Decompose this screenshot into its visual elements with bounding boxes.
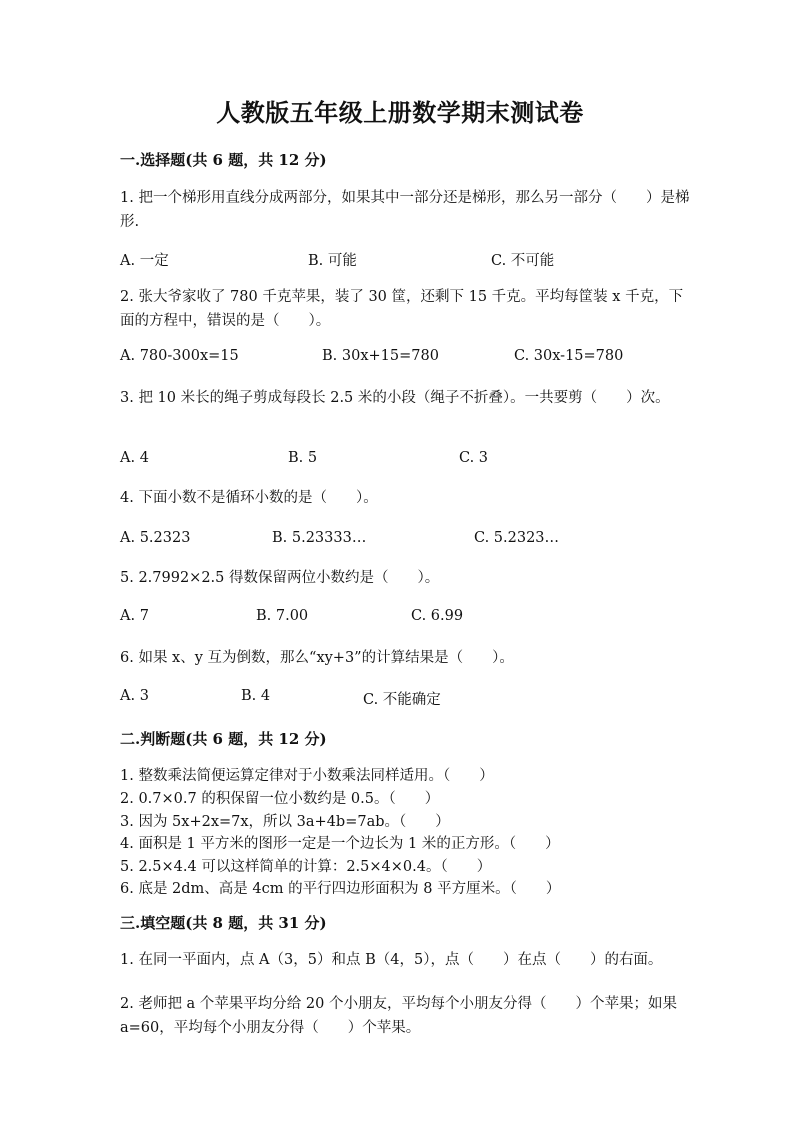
section-heading-judgement: 二.判断题(共 6 题，共 12 分) (120, 730, 327, 748)
choice-question-4: 4. 下面小数不是循环小数的是（ ）。 (120, 490, 378, 506)
option-a: A. 7 (120, 608, 149, 624)
choice-question-6: 6. 如果 x、y 互为倒数，那么“xy+3”的计算结果是（ ）。 (120, 650, 514, 666)
option-a: A. 5.2323 (120, 530, 191, 546)
judgement-item-6: 6. 底是 2dm、高是 4cm 的平行四边形面积为 8 平方厘米。（ ） (120, 881, 561, 897)
option-c: C. 5.2323… (474, 530, 560, 546)
judgement-item-2: 2. 0.7×0.7 的积保留一位小数约是 0.5。（ ） (120, 791, 440, 807)
choice-question-2: 2. 张大爷家收了 780 千克苹果，装了 30 筐，还剩下 15 千克。平均每筐装 x 千克，下面的方程中，错误的是（ ）。 (120, 289, 684, 329)
judgement-item-5: 5. 2.5×4.4 可以这样简单的计算：2.5×4×0.4。（ ） (120, 859, 492, 875)
option-b: B. 可能 (308, 253, 357, 269)
option-b: B. 7.00 (256, 608, 309, 624)
option-c: C. 3 (459, 450, 489, 466)
judgement-item-1: 1. 整数乘法简便运算定律对于小数乘法同样适用。（ ） (120, 768, 494, 784)
choice-question-1: 1. 把一个梯形用直线分成两部分，如果其中一部分还是梯形，那么另一部分（ ）是梯形. (120, 190, 690, 230)
option-b: B. 30x+15=780 (322, 348, 439, 364)
choice-question-5: 5. 2.7992×2.5 得数保留两位小数约是（ ）。 (120, 570, 440, 586)
choice-question-3: 3. 把 10 米长的绳子剪成每段长 2.5 米的小段（绳子不折叠）。一共要剪（ ）次。 (120, 390, 670, 406)
option-c: C. 6.99 (411, 608, 464, 624)
option-c: C. 不可能 (491, 253, 555, 269)
option-a: A. 3 (120, 688, 149, 704)
judgement-item-3: 3. 因为 5x+2x=7x，所以 3a+4b=7ab。（ ） (120, 814, 450, 830)
section-heading-fill-blank: 三.填空题(共 8 题，共 31 分) (120, 914, 327, 932)
option-a: A. 一定 (120, 253, 169, 269)
section-heading-choice: 一.选择题(共 6 题，共 12 分) (120, 151, 327, 169)
option-c: C. 不能确定 (363, 692, 441, 708)
option-a: A. 4 (120, 450, 149, 466)
option-b: B. 4 (241, 688, 271, 704)
judgement-item-4: 4. 面积是 1 平方米的图形一定是一个边长为 1 米的正方形。（ ） (120, 836, 560, 852)
fill-blank-item-2: 2. 老师把 a 个苹果平均分给 20 个小朋友，平均每个小朋友分得（ ）个苹果；如果 a=60，平均每个小朋友分得（ ）个苹果。 (120, 996, 677, 1036)
option-c: C. 30x-15=780 (514, 348, 624, 364)
option-b: B. 5 (288, 450, 318, 466)
option-b: B. 5.23333… (272, 530, 367, 546)
option-a: A. 780-300x=15 (120, 348, 239, 364)
fill-blank-item-1: 1. 在同一平面内，点 A（3，5）和点 B（4，5），点（ ）在点（ ）的右面。 (120, 952, 663, 968)
page-title: 人教版五年级上册数学期末测试卷 (216, 98, 584, 127)
